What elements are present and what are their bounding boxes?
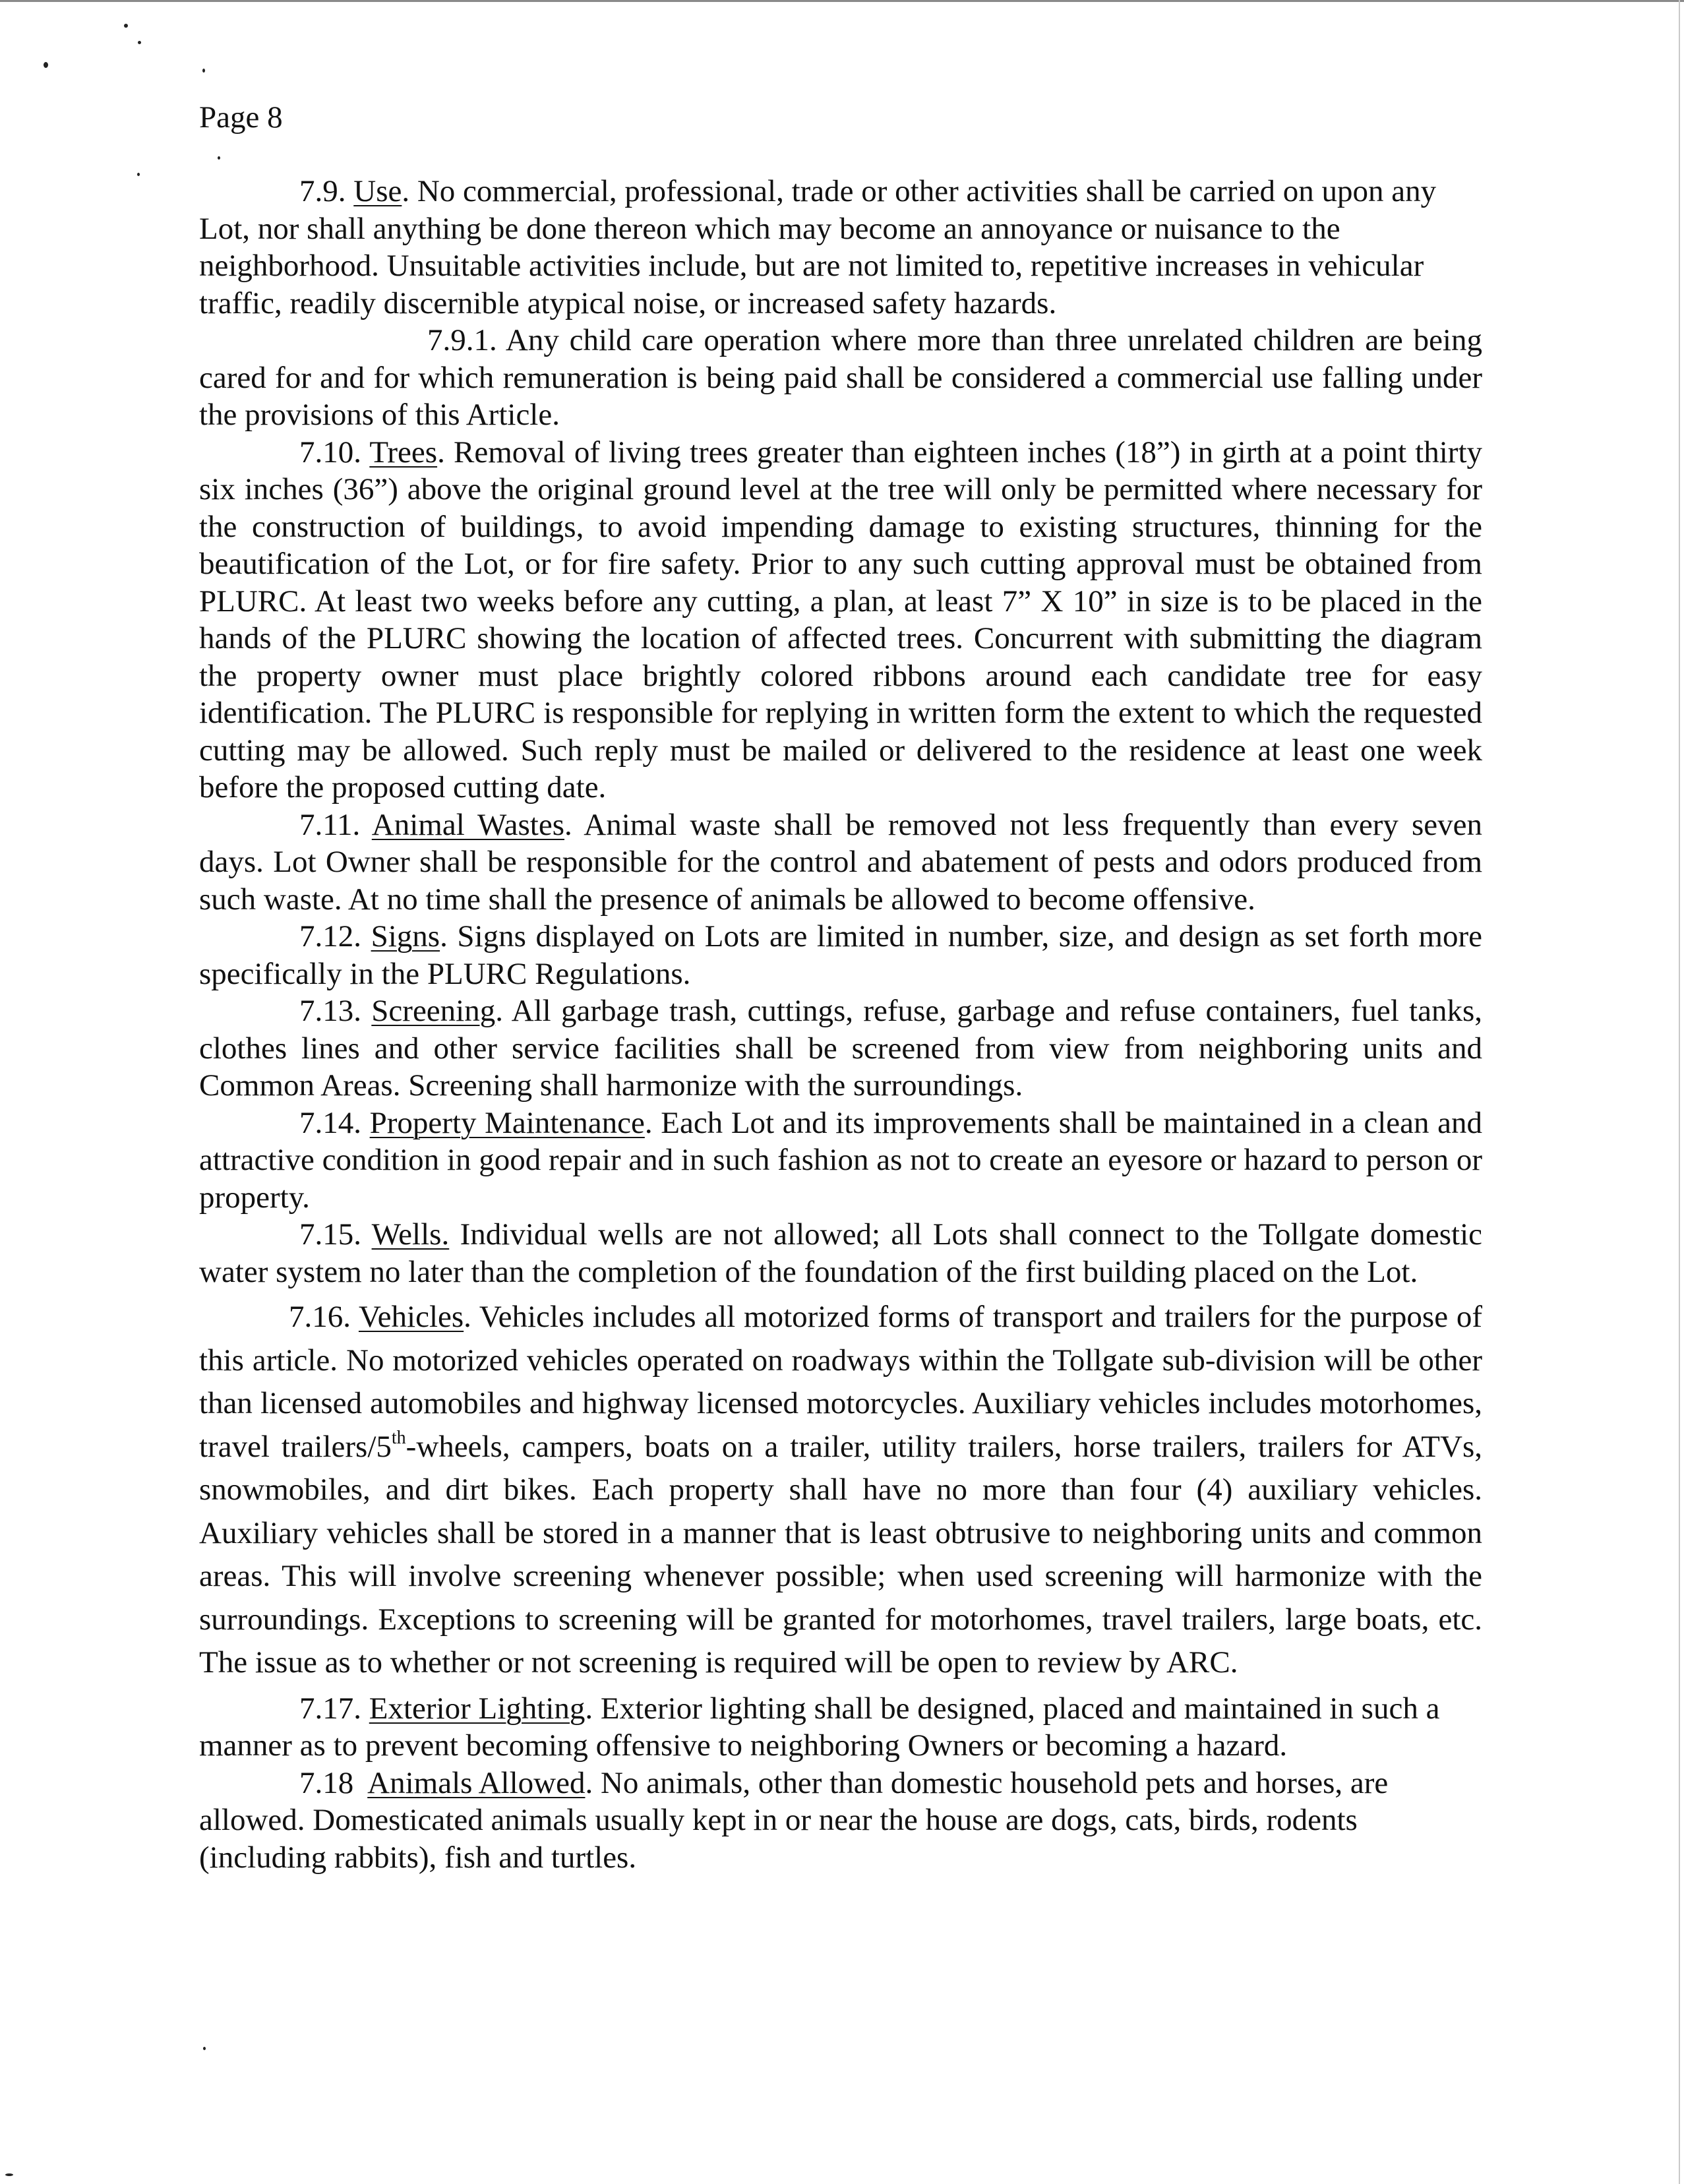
scan-edge-right [1679,0,1680,2184]
section-body: . All garbage trash, cuttings, refuse, garbage and refuse containers, fuel tanks, clothes lines and other service facilities shall be screened from view from neighboring units and Common Areas. Screening shall harmonize with the surroundings. [199,994,1483,1103]
section-number: 7.16. [289,1300,351,1334]
section-7-15 [199,1216,1482,1290]
section-text: 7.9.1. Any child care operation where more than three unrelated children are being cared for and for which remuneration is being paid shall be considered a commercial use falling under the provisions of this Article. [199,323,1482,432]
section-heading: Exterior Lighting [369,1691,586,1726]
scan-speck [44,62,48,68]
section-7-12 [199,918,1482,992]
section-7-18 [199,1765,1482,1877]
section-7-9 [199,173,1482,322]
section-heading: Trees [369,435,438,470]
section-body: . Removal of living trees greater than eighteen inches (18”) in girth at a point thirty six inches (36”) above the original ground level at the tree will only be permitted where necessary for the construction of buildings, to avoid impending damage to existing structures, thinning for the beautification of the Lot, or for fire safety. Prior to any such cutting approval must be obtained from PLURC. At least two weeks before any cutting, a plan, at least 7” X 10” in size is to be placed in the hands of the PLURC showing the location of affected trees. Concurrent with submitting the diagram the property owner must place brightly colored ribbons around each candidate tree for easy identification. The PLURC is responsible for replying in written form the extent to which the requested cutting may be allowed. Such reply must be mailed or delivered to the residence at least one week before the proposed cutting date. [199,435,1482,804]
section-7-9-1 [199,322,1482,434]
section-heading: Vehicles [358,1300,464,1334]
section-7-13 [199,992,1482,1105]
section-number: 7.18 [299,1765,354,1800]
section-7-11 [199,806,1482,919]
scan-speck [218,156,220,160]
section-body: . No commercial, professional, trade or other activities shall be carried on upon any Lot, nor shall anything be done thereon which may become an annoyance or nuisance to the neighborhood. Unsuitable activities include, but are not limited to, repetitive increases in vehicular traffic, readily discernible atypical noise, or increased safety hazards. [199,174,1437,320]
section-heading: Animal Wastes [371,807,564,842]
section-number: 7.14. [299,1105,361,1140]
section-heading: Property Maintenance [369,1105,645,1140]
section-number: 7.12. [299,919,361,954]
section-body: . Exterior lighting shall be designed, placed and maintained in such a manner as to prevent becoming offensive to neighboring Owners or becoming a hazard. [199,1691,1440,1763]
section-heading: Animals Allowed [367,1765,586,1800]
section-body: . Animal waste shall be removed not less frequently than every seven days. Lot Owner shall be responsible for the control and abatement of pests and odors produced from such waste. At no time shall the presence of animals be allowed to become offensive. [199,807,1482,917]
section-number: 7.11. [299,807,361,842]
section-heading: Screening [371,994,496,1028]
scan-speck [138,41,141,44]
section-body: . Signs displayed on Lots are limited in number, size, and design as set forth more specifically in the PLURC Regulations. [199,919,1482,991]
section-body: . Vehicles includes all motorized forms of transport and trailers for the purpose of this article. No motorized vehicles operated on roadways within the Tollgate sub-division will be other than licensed automobiles and highway licensed motorcycles. Auxiliary vehicles includes motorhomes, travel trailers/5 [199,1300,1482,1464]
section-body: . No animals, other than domestic household pets and horses, are allowed. Domesticated animals usually kept in or near the house are dogs, cats, birds, rodents (including rabbits), fish and turtles. [199,1765,1389,1875]
scan-edge-top [0,0,1684,2]
scan-speck [5,2173,13,2176]
section-heading: Wells. [371,1217,450,1252]
section-7-14 [199,1105,1482,1217]
page-number-label: Page 8 [199,100,283,135]
section-body-continued: -wheels, campers, boats on a trailer, utility trailers, horse trailers, trailers for ATVs, snowmobiles, and dirt bikes. Each property shall have no more than four (4) auxiliary vehicles. Auxiliary vehicles shall be stored in a manner that is least obtrusive to neighboring units and common areas. This will involve screening whenever possible; when used screening will harmonize with the surroundings. Exceptions to screening will be granted for motorhomes, travel trailers, large boats, etc. The issue as to whether or not screening is required will be open to review by ARC. [199,1429,1482,1680]
scan-speck [203,2047,206,2050]
section-7-10 [199,434,1482,806]
scan-speck [137,173,140,176]
section-number: 7.17. [299,1691,361,1726]
document-body [199,173,1482,1876]
section-body: Individual wells are not allowed; all Lots shall connect to the Tollgate domestic water system no later than the completion of the foundation of the first building placed on the Lot. [199,1217,1482,1289]
section-number: 7.13. [299,994,361,1028]
section-number: 7.9. [299,174,346,208]
section-number: 7.15. [299,1217,361,1252]
scan-speck [202,69,205,73]
section-body: . Each Lot and its improvements shall be maintained in a clean and attractive condition in good repair and in such fashion as not to create an eyesore or hazard to person or property. [199,1105,1482,1215]
section-heading: Signs [371,919,440,954]
section-7-17 [199,1690,1482,1765]
section-heading: Use [353,174,402,208]
section-7-16 [199,1296,1482,1685]
scan-speck [124,24,128,28]
ordinal-superscript: th [391,1427,406,1448]
section-number: 7.10. [299,435,361,470]
